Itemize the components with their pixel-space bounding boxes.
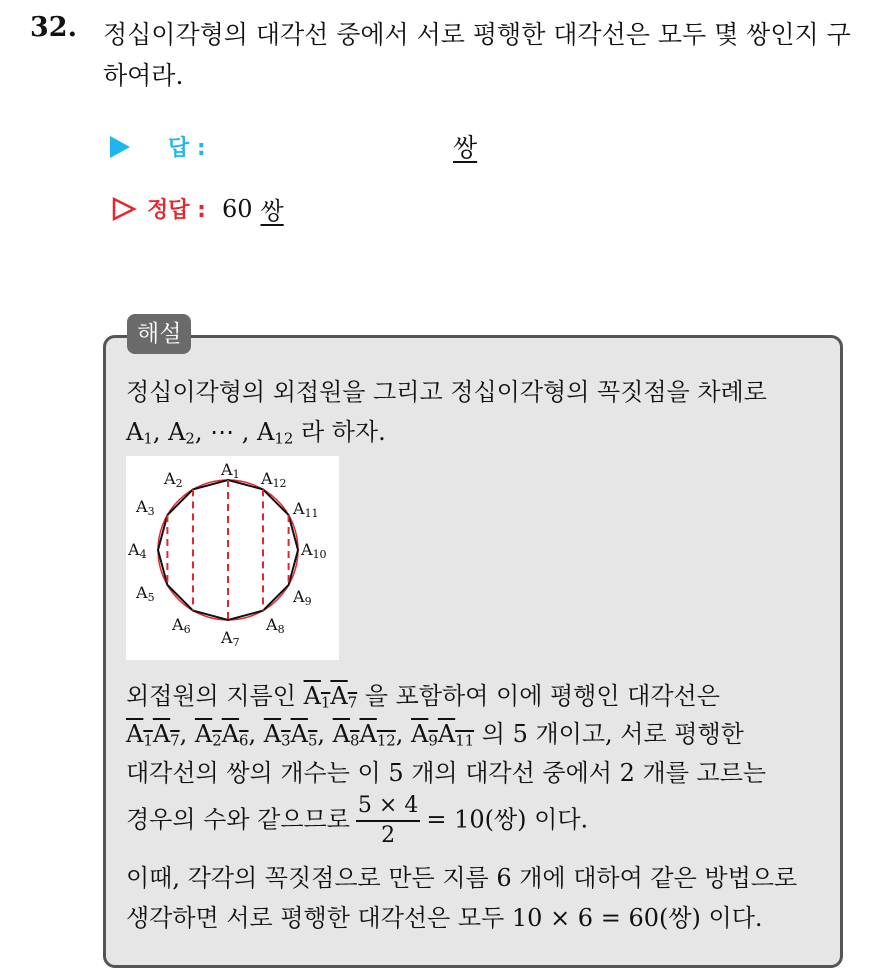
explanation-line-6: 경우의 수와 같으므로 $\frac{5 \times 4}{2}$ = 10(쌍) 이다. (126, 793, 589, 848)
question-text: 정십이각형의 대각선 중에서 서로 평행한 대각선은 모두 몇 쌍인지 구하여라. (103, 20, 851, 90)
dodecagon-figure (126, 456, 339, 660)
correct-answer-value: 60 (221, 194, 253, 223)
explanation-line-8: 생각하면 서로 평행한 대각선은 모두 10 × 6 = 60(쌍) 이다. (126, 904, 763, 932)
fraction: $\frac{5 \times 4}{2}$ (357, 793, 419, 848)
explanation-line-7: 이때, 각각의 꼭짓점으로 만든 지름 6 개에 대하여 같은 방법으로 (126, 864, 798, 892)
answer-line (110, 131, 206, 162)
label-A5: A5 (136, 583, 155, 604)
label-A10: A10 (301, 540, 327, 561)
explanation-line-5: 대각선의 쌍의 개수는 이 5 개의 대각선 중에서 2 개를 고르는 (126, 759, 767, 787)
label-A9: A9 (293, 587, 312, 608)
label-A2: A2 (164, 469, 183, 490)
answer-label: 답 : (168, 136, 206, 161)
correct-answer-label: 정답 : (147, 198, 206, 223)
outline-arrow-icon (111, 196, 137, 222)
label-A11: A11 (293, 499, 319, 520)
question-number: 32. (30, 12, 77, 43)
answer-unit: 쌍 (453, 133, 478, 162)
label-A12: A12 (261, 469, 287, 490)
explanation-line-4: $A_1A_7$, $A_2A_6$, $A_3A_5$, $A_8A_{12}$, $A_9A_{11}$ 의 5 개이고, 서로 평행한 (126, 720, 744, 750)
explanation-line-1: 정십이각형의 외접원을 그리고 정십이각형의 꼭짓점을 차례로 (126, 378, 767, 406)
correct-answer-line (111, 191, 284, 226)
play-arrow-icon (110, 136, 130, 158)
explanation-line-2: $A_1$, $A_2$, ⋯ , $A_{12}$ 라 하자. (126, 418, 386, 448)
label-A6: A6 (172, 615, 191, 636)
label-A7: A7 (221, 628, 240, 649)
label-A4: A4 (128, 540, 147, 561)
explanation-line-3: 외접원의 지름인 $A_1A_7$ 을 포함하여 이에 평행인 대각선은 (126, 682, 720, 712)
label-A8: A8 (266, 615, 285, 636)
label-A3: A3 (136, 497, 155, 518)
correct-answer-unit: 쌍 (260, 197, 284, 225)
explanation-tag: 해설 (127, 314, 191, 354)
label-A1: A1 (221, 460, 240, 481)
